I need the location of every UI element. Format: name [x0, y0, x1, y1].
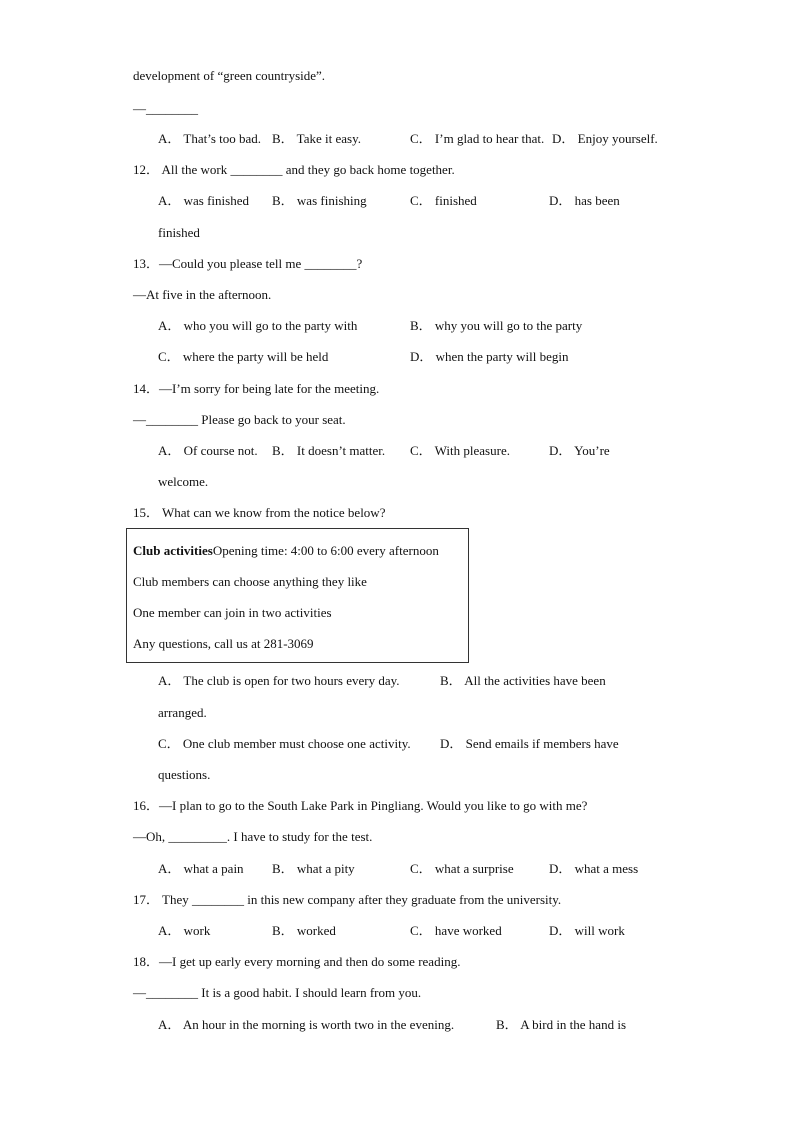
q11-option-b: B． Take it easy.: [272, 131, 361, 146]
q12-option-d-continued: finished: [158, 225, 200, 240]
q15-option-b-continued: arranged.: [158, 705, 207, 720]
q14-option-d-continued: welcome.: [158, 474, 209, 489]
q14-stem: 14．—I’m sorry for being late for the meeting.: [133, 381, 380, 396]
q16-option-c: C． what a surprise: [410, 861, 514, 876]
q13-answer: —At five in the afternoon.: [133, 287, 272, 302]
q13-option-c: C． where the party will be held: [158, 349, 329, 364]
q16-reply: —Oh, _________. I have to study for the test.: [133, 829, 373, 844]
q15-option-a: A． The club is open for two hours every day.: [158, 673, 400, 688]
q15-option-d-continued: questions.: [158, 767, 211, 782]
q14-reply: —________ Please go back to your seat.: [133, 412, 346, 427]
q18-stem: 18．—I get up early every morning and then do some reading.: [133, 954, 461, 969]
q12-option-c: C． finished: [410, 193, 477, 208]
q12-stem: 12． All the work ________ and they go back home together.: [133, 162, 455, 177]
q11-option-c: C． I’m glad to hear that.: [410, 131, 545, 146]
q17-option-d: D． will work: [549, 923, 625, 938]
q15-option-b: B． All the activities have been: [440, 673, 606, 688]
q15-option-c: C． One club member must choose one activity.: [158, 736, 411, 751]
club-notice-title: Club activities: [133, 543, 213, 558]
q13-stem: 13．—Could you please tell me ________?: [133, 256, 363, 271]
club-notice-opening-time: Opening time: 4:00 to 6:00 every afternoon: [212, 543, 439, 558]
q13-option-b: B． why you will go to the party: [410, 318, 583, 333]
q14-option-b: B． It doesn’t matter.: [272, 443, 386, 458]
club-notice-heading: [133, 543, 439, 559]
q11-stem-tail: development of “green countryside”.: [133, 68, 326, 83]
q14-option-c: C． With pleasure.: [410, 443, 510, 458]
q12-option-b: B． was finishing: [272, 193, 367, 208]
q11-option-a: A． That’s too bad.: [158, 131, 262, 146]
q15-option-d: D． Send emails if members have: [440, 736, 619, 751]
q16-option-a: A． what a pain: [158, 861, 244, 876]
q16-stem: 16．—I plan to go to the South Lake Park in Pingliang. Would you like to go with me?: [133, 798, 588, 813]
q18-option-a: A． An hour in the morning is worth two in the evening.: [158, 1017, 455, 1032]
q16-option-b: B． what a pity: [272, 861, 355, 876]
q16-option-d: D． what a mess: [549, 861, 639, 876]
q11-option-d: D． Enjoy yourself.: [552, 131, 658, 146]
q18-reply: —________ It is a good habit. I should learn from you.: [133, 985, 422, 1000]
q11-reply: —________: [133, 101, 198, 116]
q17-option-c: C． have worked: [410, 923, 502, 938]
q12-option-a: A． was finished: [158, 193, 249, 208]
q17-option-b: B． worked: [272, 923, 336, 938]
q14-option-a: A． Of course not.: [158, 443, 258, 458]
club-notice-line: One member can join in two activities: [133, 605, 332, 620]
q17-stem: 17． They ________ in this new company after they graduate from the university.: [133, 892, 562, 907]
club-notice-line: Any questions, call us at 281-3069: [133, 636, 314, 651]
club-notice-line: Club members can choose anything they like: [133, 574, 367, 589]
q15-stem: 15． What can we know from the notice below?: [133, 505, 386, 520]
q18-option-b: B． A bird in the hand is: [496, 1017, 627, 1032]
q13-option-d: D． when the party will begin: [410, 349, 569, 364]
q13-option-a: A． who you will go to the party with: [158, 318, 358, 333]
q12-option-d: D． has been: [549, 193, 620, 208]
q17-option-a: A． work: [158, 923, 211, 938]
q14-option-d: D． You’re: [549, 443, 610, 458]
